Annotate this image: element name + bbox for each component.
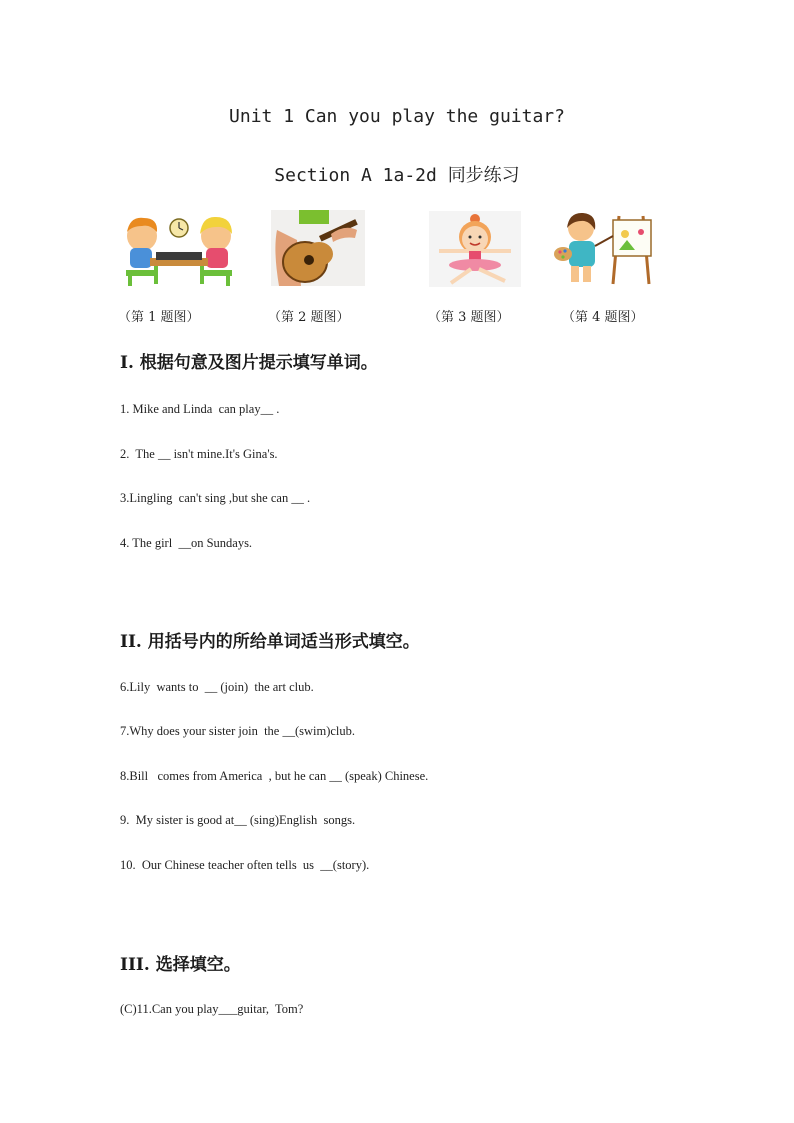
figure-caption-4: （第 4 题图）: [562, 310, 644, 325]
section-1-heading: I. 根据句意及图片提示填写单词。: [120, 353, 378, 373]
worksheet-subtitle: Section A 1a-2d 同步练习: [274, 165, 520, 186]
ballet-dancer-icon: [429, 211, 521, 287]
question-7: 7.Why does your sister join the __(swim)club.: [120, 724, 356, 738]
question-11: (C)11.Can you play___guitar, Tom?: [120, 1002, 304, 1016]
figure-caption-3: （第 3 题图）: [428, 310, 510, 325]
section-2-heading: II. 用括号内的所给单词适当形式填空。: [120, 632, 420, 652]
section-3-heading: III. 选择填空。: [120, 955, 241, 975]
question-1: 1. Mike and Linda can play__ .: [120, 402, 280, 416]
question-3: 3.Lingling can't sing ,but she can __ .: [120, 491, 311, 505]
figure-caption-2: （第 2 题图）: [268, 310, 350, 325]
girl-painting-icon: [553, 208, 655, 286]
question-10: 10. Our Chinese teacher often tells us __(story).: [120, 858, 370, 872]
question-2: 2. The __ isn't mine.It's Gina's.: [120, 447, 278, 461]
question-4: 4. The girl __on Sundays.: [120, 536, 253, 550]
children-playing-chess-icon: [120, 208, 238, 288]
question-9: 9. My sister is good at__ (sing)English songs.: [120, 813, 356, 827]
worksheet-title: Unit 1 Can you play the guitar?: [229, 106, 565, 127]
guitar-player-icon: [271, 210, 365, 286]
question-6: 6.Lily wants to __ (join) the art club.: [120, 680, 314, 694]
question-8: 8.Bill comes from America , but he can __ (speak) Chinese.: [120, 769, 429, 783]
figure-caption-1: （第 1 题图）: [118, 310, 200, 325]
